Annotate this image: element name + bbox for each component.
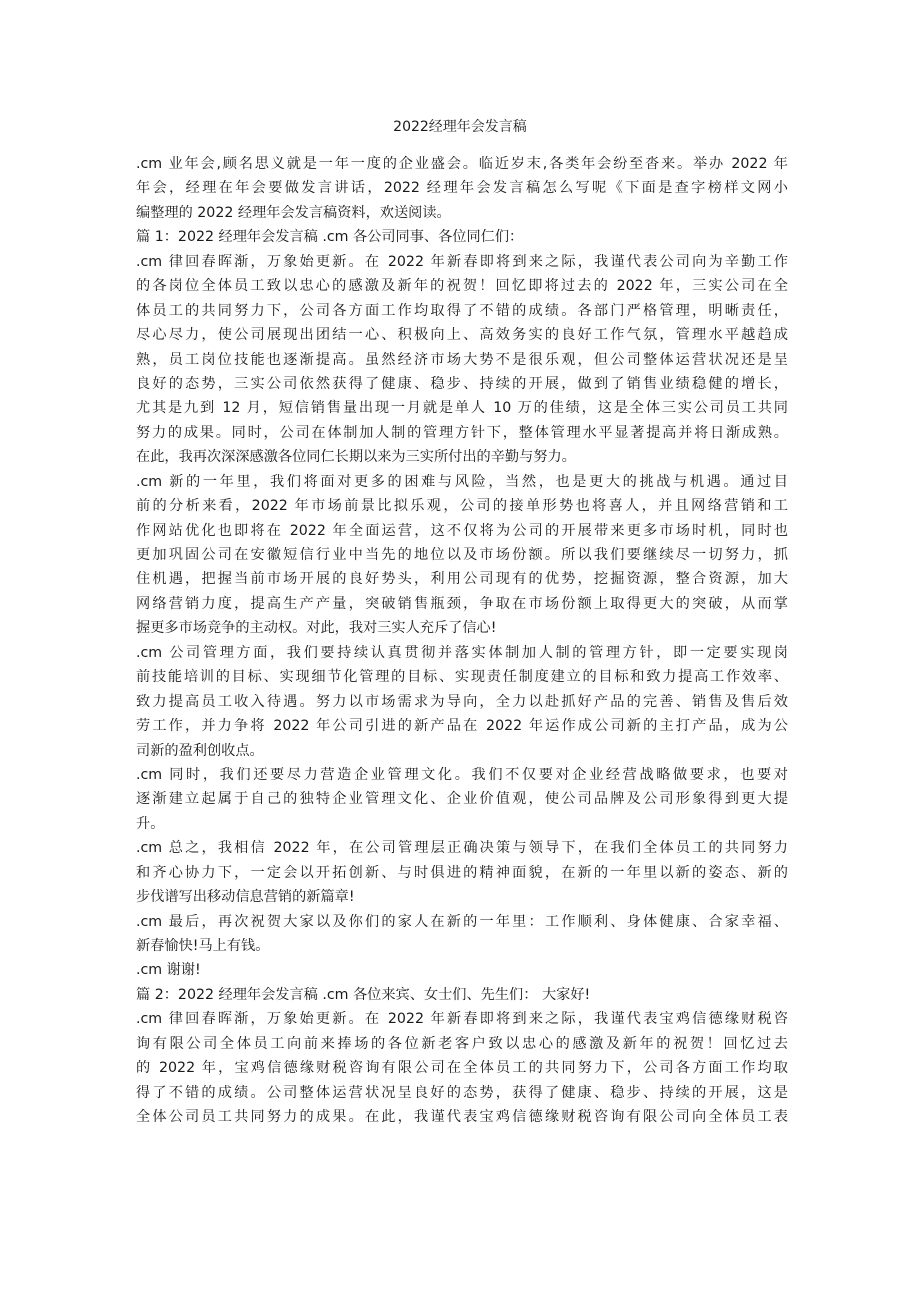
text-line: 熟，员工岗位技能也逐渐提高。虽然经济市场大势不是很乐观，但公司整体运营状况还是呈 [136, 351, 788, 368]
text-line: 和齐心协力下，一定会以开拓创新、与时俱进的精神面貌，在新的一年里以新的姿态、新的 [136, 864, 788, 881]
text-line: 体员工的共同努力下，公司各方面工作均取得了不错的成绩。各部门严格管理，明晰责任， [136, 302, 788, 319]
text-line: .cm 同时，我们还要尽力营造企业管理文化。我们不仅要对企业经营战略做要求，也要对 [136, 766, 788, 783]
text-line: 住机遇，把握当前市场开展的良好势头，利用公司现有的优势，挖掘资源，整合资源，加大 [136, 571, 788, 588]
text-line: 致力提高员工收入待遇。努力以市场需求为导向，全力以赴抓好产品的完善、销售及售后效 [136, 693, 788, 710]
text-line: 编整理的 2022 经理年会发言稿资料，欢送阅读。 [136, 204, 451, 221]
text-line: 司新的盈利创收点。 [136, 742, 264, 759]
text-line: 尤其是九到 12 月，短信销售量出现一月就是单人 10 万的佳绩，这是全体三实公司员工共同 [136, 400, 788, 417]
text-line: 新春愉快!马上有钱。 [136, 938, 270, 954]
text-line: 在此，我再次深深感激各位同仁长期以来为三实所付出的辛勤与努力。 [136, 449, 576, 466]
text-line: 的 2022 年，宝鸡信德缘财税咨询有限公司在全体员工的共同努力下，公司各方面工作均取 [136, 1060, 788, 1077]
text-line: 作网站优化也即将在 2022 年全面运营，这不仅将为公司的开展带来更多市场时机，同时也 [136, 522, 788, 539]
text-line: 篇 2：2022 经理年会发言稿 .cm 各位来宾、女士们、先生们： 大家好! [136, 986, 591, 1003]
text-line: 握更多市场竞争的主动权。对此，我对三实人充斥了信心! [136, 620, 497, 637]
text-line: 逐渐建立起属于自己的独特企业管理文化、企业价值观，使公司品牌及公司形象得到更大提 [136, 791, 788, 808]
text-line: 年会，经理在年会要做发言讲话，2022 经理年会发言稿怎么写呢《下面是查字榜样文网小 [136, 180, 788, 197]
text-line: 良好的态势，三实公司依然获得了健康、稳步、持续的开展，做到了销售业绩稳健的增长， [136, 375, 788, 392]
document-title: 2022经理年会发言稿 [393, 119, 527, 135]
text-line: .cm 新的一年里，我们将面对更多的困难与风险，当然，也是更大的挑战与机遇。通过目 [136, 473, 788, 490]
text-line: .cm 谢谢! [136, 962, 201, 979]
text-line: .cm 总之，我相信 2022 年，在公司管理层正确决策与领导下，在我们全体员工的共同努力 [136, 840, 788, 857]
text-line: .cm 最后，再次祝贺大家以及你们的家人在新的一年里：工作顺利、身体健康、合家幸福、 [136, 913, 788, 930]
text-line: 前技能培训的目标、实现细节化管理的目标、实现责任制度建立的目标和致力提高工作效率、 [136, 669, 788, 686]
text-line: 升。 [136, 815, 165, 832]
text-line: .cm 律回春晖渐，万象始更新。在 2022 年新春即将到来之际，我谨代表宝鸡信德缘财税咨 [136, 1011, 788, 1028]
text-line: 篇 1：2022 经理年会发言稿 .cm 各公司同事、各位同仁们： [136, 229, 524, 246]
text-line: 询有限公司全体员工向前来捧场的各位新老客户致以忠心的感激及新年的祝贺！回忆过去 [136, 1035, 788, 1052]
text-line: 网络营销力度，提高生产产量，突破销售瓶颈，争取在市场份额上取得更大的突破，从而掌 [136, 595, 788, 612]
text-line: .cm 业年会,顾名思义就是一年一度的企业盛会。临近岁末,各类年会纷至沓来。举办 2022 年 [136, 156, 788, 172]
text-line: .cm 公司管理方面，我们要持续认真贯彻并落实体制加人制的管理方针，即一定要实现岗 [136, 644, 788, 661]
text-line: 步伐谱写出移动信息营销的新篇章! [136, 889, 355, 906]
text-line: 努力的成果。同时，公司在体制加人制的管理方针下，整体管理水平显著提高并将日渐成熟。 [136, 424, 788, 441]
text-line: 得了不错的成绩。公司整体运营状况呈良好的态势，获得了健康、稳步、持续的开展，这是 [136, 1084, 788, 1101]
text-line: 全体公司员工共同努力的成果。在此，我谨代表宝鸡信德缘财税咨询有限公司向全体员工表 [136, 1109, 788, 1126]
text-line: .cm 律回春晖渐，万象始更新。在 2022 年新春即将到来之际，我谨代表公司向为辛勤工作 [136, 253, 788, 270]
text-line: 尽心尽力，使公司展现出团结一心、积极向上、高效务实的良好工作气氛，管理水平越趋成 [136, 327, 788, 344]
text-line: 前的分析来看，2022 年市场前景比拟乐观，公司的接单形势也将喜人，并且网络营销和工 [136, 498, 788, 515]
document-body [136, 152, 788, 1130]
text-line: 劳工作，并力争将 2022 年公司引进的新产品在 2022 年运作成公司新的主打产品，成为公 [136, 718, 788, 735]
text-line: 的各岗位全体员工致以忠心的感激及新年的祝贺！回忆即将过去的 2022 年，三实公司在全 [136, 278, 788, 295]
text-line: 更加巩固公司在安徽短信行业中当先的地位以及市场份额。所以我们要继续尽一切努力，抓 [136, 547, 788, 563]
